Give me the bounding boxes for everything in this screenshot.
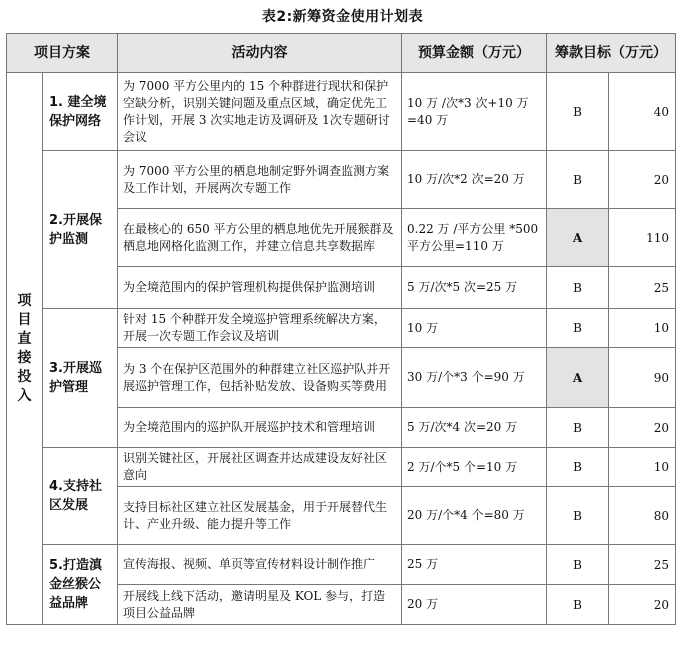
funding-plan-table [6,33,676,625]
table-row [7,545,676,585]
plan-title: 4.支持社区发展 [43,448,118,545]
header-budget: 预算金额（万元） [402,34,547,73]
grade-cell: B [547,545,609,585]
activity-cell: 开展线上线下活动，邀请明星及 KOL 参与，打造项目公益品牌 [118,585,402,625]
section-label: 项目直接投入 [7,73,43,625]
grade-cell: B [547,151,609,209]
table-row [7,151,676,209]
budget-cell: 0.22 万 /平方公里 *500 平方公里=110 万 [402,209,547,267]
target-cell: 10 [609,309,676,348]
budget-cell: 10 万 /次*3 次+10 万 =40 万 [402,73,547,151]
target-cell: 110 [609,209,676,267]
target-cell: 20 [609,151,676,209]
activity-cell: 针对 15 个种群开发全境巡护管理系统解决方案，开展一次专题工作会议及培训 [118,309,402,348]
activity-cell: 为 7000 平方公里的栖息地制定野外调查监测方案及工作计划，开展两次专题工作 [118,151,402,209]
budget-cell: 2 万/个*5 个=10 万 [402,448,547,487]
activity-cell: 支持目标社区建立社区发展基金，用于开展替代生计、产业升级、能力提升等工作 [118,487,402,545]
grade-cell: B [547,408,609,448]
table-caption: 表2:新筹资金使用计划表 [261,9,424,25]
header-row [7,34,676,73]
grade-cell: B [547,267,609,309]
grade-cell: B [547,487,609,545]
plan-title: 2.开展保护监测 [43,151,118,309]
plan-title: 1. 建全境保护网络 [43,73,118,151]
activity-cell: 为全境范围内的保护管理机构提供保护监测培训 [118,267,402,309]
grade-cell: A [547,348,609,408]
grade-cell: A [547,209,609,267]
activity-cell: 宣传海报、视频、单页等宣传材料设计制作推广 [118,545,402,585]
activity-cell: 为全境范围内的巡护队开展巡护技术和管理培训 [118,408,402,448]
budget-cell: 20 万/个*4 个=80 万 [402,487,547,545]
plan-title: 5.打造滇金丝猴公益品牌 [43,545,118,625]
header-target: 筹款目标（万元） [547,34,676,73]
table-row [7,448,676,487]
target-cell: 20 [609,408,676,448]
target-cell: 40 [609,73,676,151]
plan-title: 3.开展巡护管理 [43,309,118,448]
target-cell: 80 [609,487,676,545]
grade-cell: B [547,585,609,625]
activity-cell: 识别关键社区，开展社区调查并达成建设友好社区意向 [118,448,402,487]
target-cell: 90 [609,348,676,408]
target-cell: 25 [609,267,676,309]
header-activity: 活动内容 [118,34,402,73]
budget-cell: 30 万/个*3 个=90 万 [402,348,547,408]
budget-cell: 20 万 [402,585,547,625]
target-cell: 20 [609,585,676,625]
table-row [7,309,676,348]
grade-cell: B [547,309,609,348]
target-cell: 10 [609,448,676,487]
header-plan: 项目方案 [7,34,118,73]
activity-cell: 为 3 个在保护区范围外的种群建立社区巡护队并开展巡护管理工作，包括补贴发放、设备购买等费用 [118,348,402,408]
activity-cell: 在最核心的 650 平方公里的栖息地优先开展猴群及栖息地网格化监测工作，并建立信息共享数据库 [118,209,402,267]
activity-cell: 为 7000 平方公里内的 15 个种群进行现状和保护空缺分析，识别关键问题及重点区域，确定优先工作计划，开展 3 次实地走访及调研及 1次专题研讨会议 [118,73,402,151]
grade-cell: B [547,73,609,151]
table-row [7,73,676,151]
budget-cell: 10 万 [402,309,547,348]
budget-cell: 5 万/次*4 次=20 万 [402,408,547,448]
target-cell: 25 [609,545,676,585]
budget-cell: 5 万/次*5 次=25 万 [402,267,547,309]
grade-cell: B [547,448,609,487]
budget-cell: 25 万 [402,545,547,585]
budget-cell: 10 万/次*2 次=20 万 [402,151,547,209]
